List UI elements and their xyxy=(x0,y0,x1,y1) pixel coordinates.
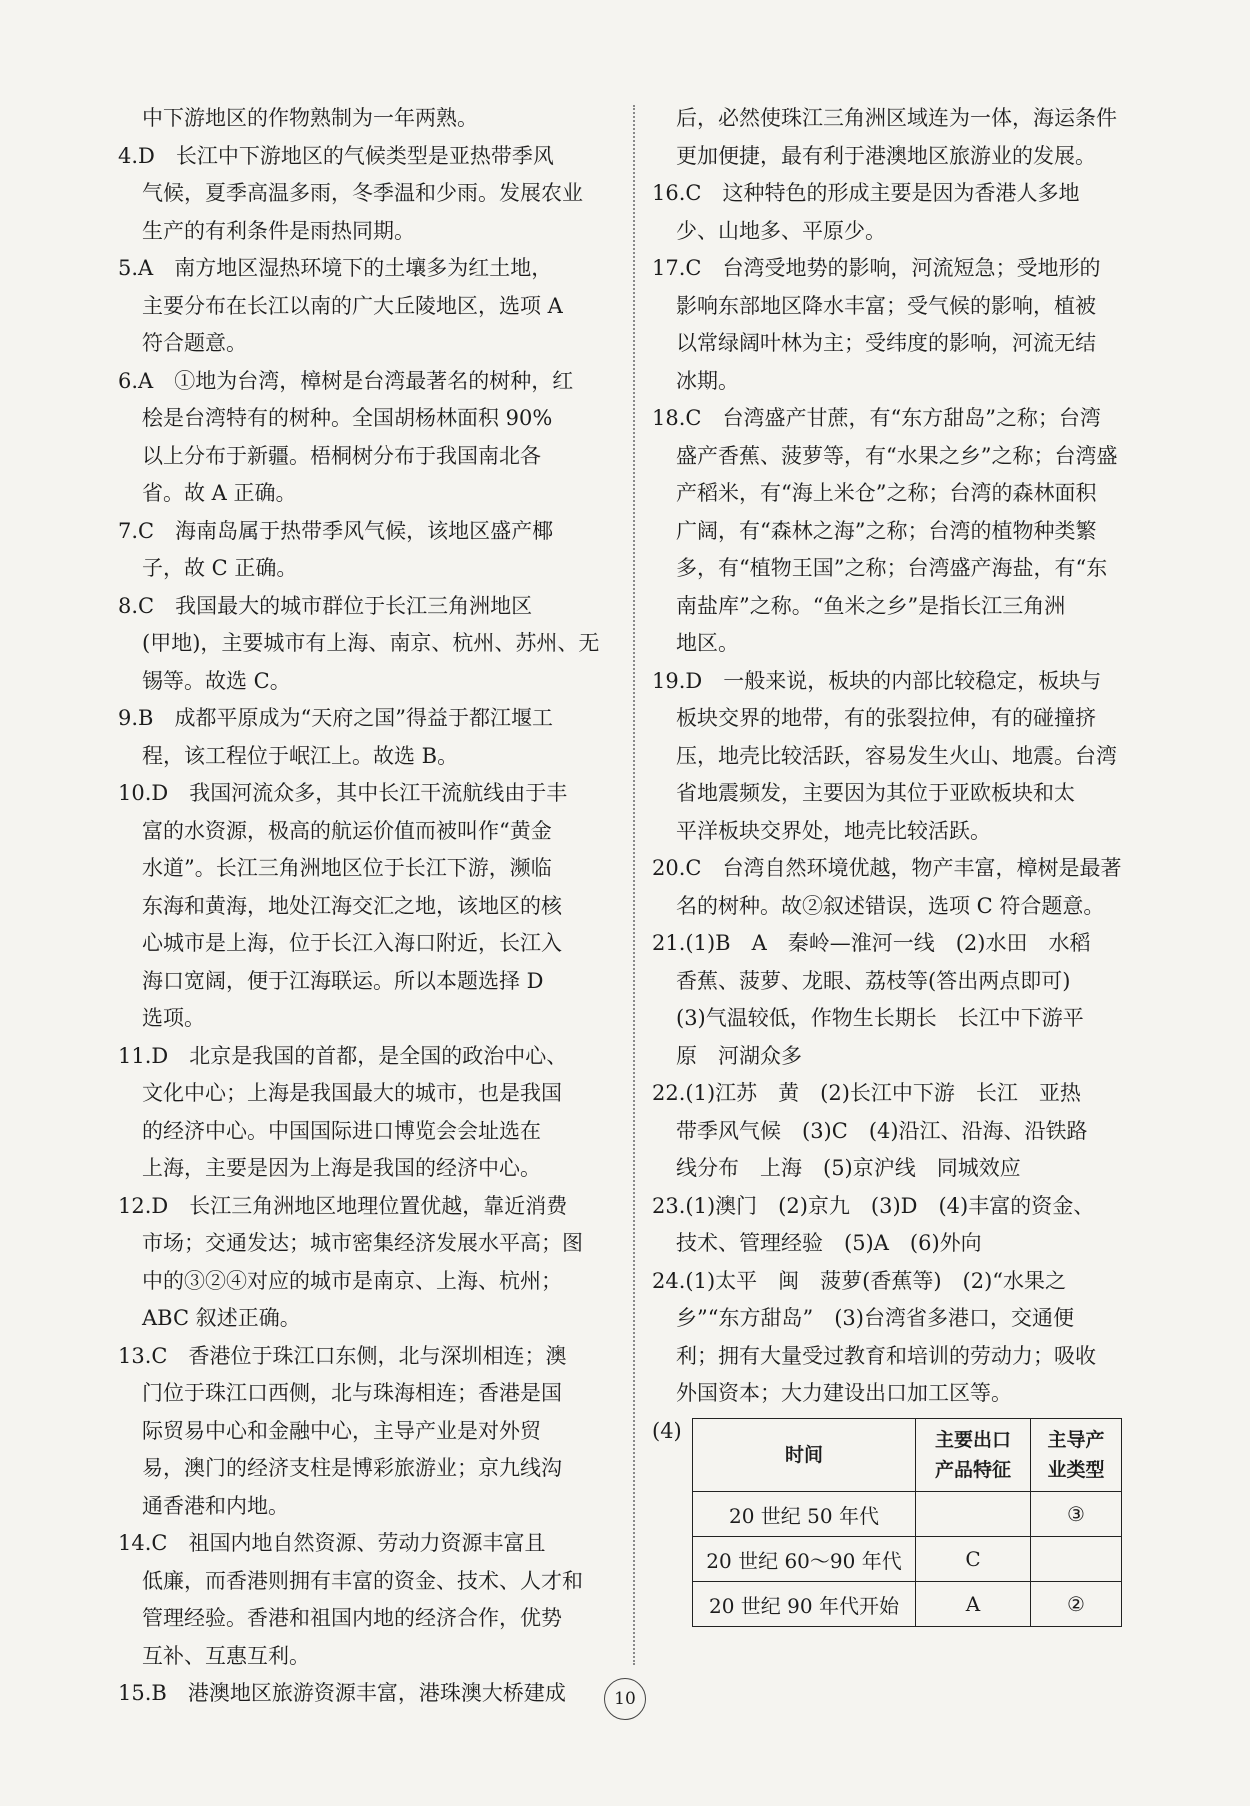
text-line: 盛产香蕉、菠萝等，有“水果之乡”之称；台湾盛 xyxy=(676,443,1118,468)
text-line: 24.(1)太平 闽 菠萝(香蕉等) (2)“水果之 xyxy=(652,1268,1067,1293)
table-cell: 20 世纪 50 年代 xyxy=(693,1492,916,1537)
answer-item xyxy=(118,138,618,251)
text-line: 际贸易中心和金融中心，主导产业是对外贸 xyxy=(142,1418,541,1443)
text-line: 原 河湖众多 xyxy=(676,1043,802,1068)
table-cell: A xyxy=(916,1582,1031,1627)
text-line: 上海，主要是因为上海是我国的经济中心。 xyxy=(142,1156,541,1180)
text-line: 20.C 台湾自然环境优越，物产丰富，樟树是最著 xyxy=(652,856,1122,880)
answer-item xyxy=(118,1188,618,1338)
text-line: 互补、互惠互利。 xyxy=(142,1643,310,1668)
text-line: 6.A ①地为台湾，樟树是台湾最著名的树种，红 xyxy=(118,368,574,393)
text-line: 省。故 A 正确。 xyxy=(142,481,297,505)
text-line: 市场；交通发达；城市密集经济发展水平高；图 xyxy=(142,1231,583,1255)
text-line: 文化中心；上海是我国最大的城市，也是我国 xyxy=(142,1081,562,1105)
answer-item xyxy=(118,700,618,775)
text-line: 板块交界的地带，有的张裂拉伸，有的碰撞挤 xyxy=(676,706,1096,730)
text-line: 东海和黄海，地处江海交汇之地，该地区的核 xyxy=(142,893,562,918)
text-line: 23.(1)澳门 (2)京九 (3)D (4)丰富的资金、 xyxy=(652,1193,1095,1218)
text-line: 以上分布于新疆。梧桐树分布于我国南北各 xyxy=(142,443,541,468)
text-line: 带季风气候 (3)C (4)沿江、沿海、沿铁路 xyxy=(676,1118,1088,1143)
answer-item xyxy=(652,850,1132,925)
answer-item xyxy=(652,250,1132,400)
text-line: 16.C 这种特色的形成主要是因为香港人多地 xyxy=(652,181,1080,205)
text-line: 少、山地多、平原少。 xyxy=(676,218,886,243)
answer-table xyxy=(692,1418,1122,1627)
table-cell: ② xyxy=(1031,1582,1122,1627)
text-line: 14.C 祖国内地自然资源、劳动力资源丰富且 xyxy=(118,1531,546,1555)
text-line: 生产的有利条件是雨热同期。 xyxy=(142,218,415,243)
text-line: 线分布 上海 (5)京沪线 同城效应 xyxy=(676,1156,1021,1180)
table-cell: C xyxy=(916,1537,1031,1582)
text-line: 程，该工程位于岷江上。故选 B。 xyxy=(142,743,459,768)
answer-item xyxy=(118,1038,618,1188)
text-line: 广阔，有“森林之海”之称；台湾的植物种类繁 xyxy=(676,518,1097,543)
answer-item xyxy=(652,663,1132,851)
text-line: 12.D 长江三角洲地区地理位置优越，靠近消费 xyxy=(118,1193,568,1218)
text-line: 名的树种。故②叙述错误，选项 C 符合题意。 xyxy=(676,893,1105,918)
answer-item xyxy=(652,1263,1132,1413)
text-line: 海口宽阔，便于江海联运。所以本题选择 D xyxy=(142,968,544,993)
text-line: 桧是台湾特有的树种。全国胡杨林面积 90% xyxy=(142,406,553,430)
text-line: 产稻米，有“海上米仓”之称；台湾的森林面积 xyxy=(676,481,1097,505)
text-line: 13.C 香港位于珠江口东侧，北与深圳相连；澳 xyxy=(118,1343,567,1368)
text-line: 乡”“东方甜岛” (3)台湾省多港口，交通便 xyxy=(676,1306,1074,1330)
text-line: 8.C 我国最大的城市群位于长江三角洲地区 xyxy=(118,593,533,618)
text-line: 19.D 一般来说，板块的内部比较稳定，板块与 xyxy=(652,668,1102,693)
text-line: 更加便捷，最有利于港澳地区旅游业的发展。 xyxy=(676,143,1096,168)
answer-item xyxy=(652,100,1132,175)
text-line: 省地震频发，主要因为其位于亚欧板块和太 xyxy=(676,781,1075,805)
text-line: 管理经验。香港和祖国内地的经济合作，优势 xyxy=(142,1606,562,1630)
text-line: 9.B 成都平原成为“天府之国”得益于都江堰工 xyxy=(118,706,553,730)
text-line: 多，有“植物王国”之称；台湾盛产海盐，有“东 xyxy=(676,556,1108,580)
text-line: 影响东部地区降水丰富；受气候的影响，植被 xyxy=(676,293,1096,318)
text-line: 符合题意。 xyxy=(142,331,247,355)
text-line: 中的③②④对应的城市是南京、上海、杭州； xyxy=(142,1268,562,1293)
answer-item xyxy=(652,1075,1132,1188)
text-line: 15.B 港澳地区旅游资源丰富，港珠澳大桥建成 xyxy=(118,1681,566,1705)
text-line: 技术、管理经验 (5)A (6)外向 xyxy=(676,1231,982,1255)
answer-item xyxy=(118,513,618,588)
text-line: 富的水资源，极高的航运价值而被叫作“黄金 xyxy=(142,818,552,843)
table-row xyxy=(693,1492,1122,1537)
text-line: 4.D 长江中下游地区的气候类型是亚热带季风 xyxy=(118,143,554,168)
text-line: 地区。 xyxy=(676,631,739,655)
answer-item xyxy=(118,775,618,1038)
text-line: 利；拥有大量受过教育和培训的劳动力；吸收 xyxy=(676,1343,1096,1368)
answer-item xyxy=(118,1338,618,1526)
table-cell: 20 世纪 60～90 年代 xyxy=(693,1537,916,1582)
text-line: 气候，夏季高温多雨，冬季温和少雨。发展农业 xyxy=(142,181,583,205)
text-line: 压，地壳比较活跃，容易发生火山、地震。台湾 xyxy=(676,743,1117,768)
answer-item xyxy=(118,363,618,513)
text-line: 22.(1)江苏 黄 (2)长江中下游 长江 亚热 xyxy=(652,1081,1081,1105)
text-line: 南盐库”之称。“鱼米之乡”是指长江三角洲 xyxy=(676,593,1066,618)
text-line: 水道”。长江三角洲地区位于长江下游，濒临 xyxy=(142,856,552,880)
answer-item xyxy=(652,925,1132,1075)
text-line: ABC 叙述正确。 xyxy=(142,1306,301,1330)
table-header-row xyxy=(693,1419,1122,1492)
text-line: 平洋板块交界处，地壳比较活跃。 xyxy=(676,818,991,843)
table-row xyxy=(693,1582,1122,1627)
text-line: 心城市是上海，位于长江入海口附近，长江入 xyxy=(142,931,562,955)
answer-item xyxy=(118,1675,618,1713)
table-header-time: 时间 xyxy=(693,1419,916,1492)
text-line: (甲地)，主要城市有上海、南京、杭州、苏州、无 xyxy=(142,631,600,655)
text-line: 的经济中心。中国国际进口博览会会址选在 xyxy=(142,1118,541,1143)
text-line: 选项。 xyxy=(142,1006,205,1030)
text-line: 以常绿阔叶林为主；受纬度的影响，河流无结 xyxy=(676,331,1096,355)
text-line: 冰期。 xyxy=(676,368,739,393)
table-cell xyxy=(916,1492,1031,1537)
text-line: (4) xyxy=(652,1418,682,1443)
text-line: 门位于珠江口西侧，北与珠海相连；香港是国 xyxy=(142,1381,562,1405)
text-line: 香蕉、菠萝、龙眼、荔枝等(答出两点即可) xyxy=(676,968,1071,993)
page-number: 10 xyxy=(604,1678,646,1720)
table-cell: ③ xyxy=(1031,1492,1122,1537)
left-column xyxy=(118,100,618,1713)
text-line: 主要分布在长江以南的广大丘陵地区，选项 A xyxy=(142,293,563,318)
table-row xyxy=(693,1537,1122,1582)
text-line: 易，澳门的经济支柱是博彩旅游业；京九线沟 xyxy=(142,1456,562,1480)
text-line: 中下游地区的作物熟制为一年两熟。 xyxy=(142,106,478,130)
text-line: 7.C 海南岛属于热带季风气候，该地区盛产椰 xyxy=(118,518,554,543)
text-line: 18.C 台湾盛产甘蔗，有“东方甜岛”之称；台湾 xyxy=(652,406,1101,430)
text-line: 17.C 台湾受地势的影响，河流短急；受地形的 xyxy=(652,256,1101,280)
text-line: 5.A 南方地区湿热环境下的土壤多为红土地， xyxy=(118,256,553,280)
text-line: 后，必然使珠江三角洲区域连为一体，海运条件 xyxy=(676,106,1117,130)
text-line: 21.(1)B A 秦岭—淮河一线 (2)水田 水稻 xyxy=(652,931,1091,955)
text-line: 10.D 我国河流众多，其中长江干流航线由于丰 xyxy=(118,781,568,805)
table-header-industry-type: 主导产 业类型 xyxy=(1031,1419,1122,1492)
text-line: 通香港和内地。 xyxy=(142,1493,289,1518)
text-line: (3)气温较低，作物生长期长 长江中下游平 xyxy=(676,1006,1084,1030)
answer-item xyxy=(118,1525,618,1675)
right-column xyxy=(652,100,1132,1450)
text-line: 11.D 北京是我国的首都，是全国的政治中心、 xyxy=(118,1043,568,1068)
answer-item xyxy=(118,588,618,701)
answer-item xyxy=(652,175,1132,250)
answer-item xyxy=(118,100,618,138)
text-line: 锡等。故选 C。 xyxy=(142,668,291,693)
text-line: 外国资本；大力建设出口加工区等。 xyxy=(676,1381,1012,1405)
table-cell: 20 世纪 90 年代开始 xyxy=(693,1582,916,1627)
text-line: 子，故 C 正确。 xyxy=(142,556,298,580)
answer-item xyxy=(118,250,618,363)
table-cell xyxy=(1031,1537,1122,1582)
table-header-export-feature: 主要出口 产品特征 xyxy=(916,1419,1031,1492)
column-divider xyxy=(633,105,635,1665)
answer-item xyxy=(652,1188,1132,1263)
text-line: 低廉，而香港则拥有丰富的资金、技术、人才和 xyxy=(142,1568,583,1593)
answer-item xyxy=(652,400,1132,663)
